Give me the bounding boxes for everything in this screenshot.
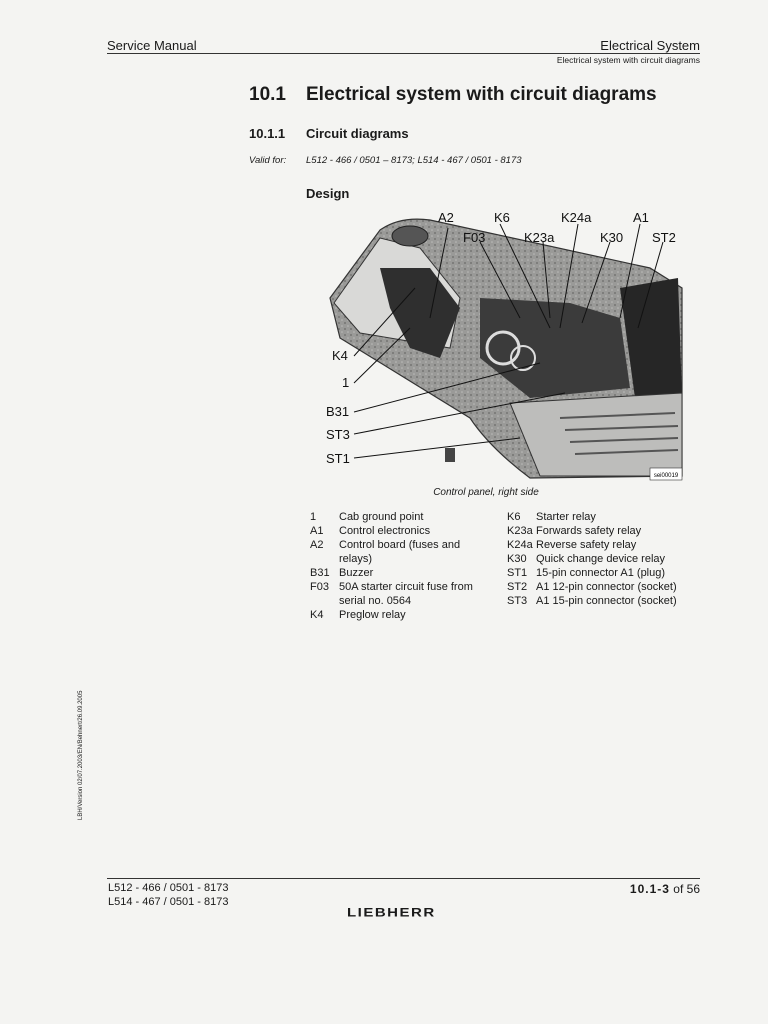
legend-code: ST2 (507, 581, 528, 593)
legend-text: Control electronics (339, 525, 431, 537)
legend-code: F03 (310, 581, 329, 593)
callout-ST2: ST2 (652, 230, 676, 245)
callout-ST1: ST1 (326, 451, 350, 466)
legend-text: Preglow relay (339, 609, 406, 621)
legend-text: Reverse safety relay (536, 539, 637, 551)
legend-item (310, 510, 485, 524)
header-subtitle: Electrical system with circuit diagrams (556, 55, 700, 65)
legend-code: K30 (507, 553, 527, 565)
header-left: Service Manual (107, 38, 197, 53)
legend-item (310, 608, 485, 622)
callout-A2: A2 (438, 210, 454, 225)
legend-code: B31 (310, 567, 330, 579)
header-rule (107, 53, 700, 54)
image-code-label: sei00019 (653, 473, 679, 479)
header-right: Electrical System (600, 38, 700, 53)
callout-K4: K4 (332, 348, 348, 363)
legend-code: K4 (310, 609, 324, 621)
callout-B31: B31 (326, 404, 350, 419)
legend-text: Forwards safety relay (536, 525, 642, 537)
subsection-number: 10.1.1 (249, 126, 286, 141)
subsection-title: Circuit diagrams (306, 126, 409, 141)
legend-text: 15-pin connector A1 (plug) (536, 567, 666, 579)
version-side-text: LBH/Version 02/07.2003/EN/Behnert/26.09.2005 (78, 690, 84, 820)
section-title: Electrical system with circuit diagrams (306, 84, 657, 105)
legend-code: 1 (310, 511, 317, 523)
legend-item (310, 566, 485, 580)
legend-item (507, 594, 692, 608)
footer-model-line-1: L512 - 466 / 0501 - 8173 (108, 882, 229, 894)
footer-rule (107, 878, 700, 879)
legend-left (310, 510, 485, 622)
callout-F03: F03 (463, 230, 486, 245)
legend-code: A2 (310, 539, 324, 551)
legend-code: A1 (310, 525, 324, 537)
callout-K30: K30 (600, 230, 624, 245)
valid-for-label: Valid for: (249, 155, 287, 166)
legend-text: Control board (fuses and relays) (339, 539, 461, 565)
legend-text: Starter relay (536, 511, 596, 523)
legend-text: Quick change device relay (536, 553, 666, 565)
legend-code: K24a (507, 539, 533, 551)
legend-item (507, 580, 692, 594)
valid-for-value: L512 - 466 / 0501 – 8173; L514 - 467 / 0501 - 8173 (306, 155, 522, 166)
callout-ST3: ST3 (326, 427, 350, 442)
legend-code: ST3 (507, 595, 528, 607)
section-number: 10.1 (249, 84, 286, 105)
legend-text: Buzzer (339, 567, 374, 579)
callout-A1: A1 (633, 210, 649, 225)
footer-model-line-2: L514 - 467 / 0501 - 8173 (108, 896, 229, 908)
legend-code: K23a (507, 525, 533, 537)
callout-K23a: K23a (524, 230, 555, 245)
design-heading: Design (306, 186, 350, 201)
legend-item (507, 524, 692, 538)
legend-code: K6 (507, 511, 521, 523)
legend-item (507, 552, 692, 566)
legend-item (310, 524, 485, 538)
footer-page (630, 882, 700, 896)
callout-1: 1 (342, 375, 350, 390)
figure-caption: Control panel, right side (433, 487, 539, 498)
legend-text: A1 12-pin connector (socket) (536, 581, 677, 593)
legend-item (507, 566, 692, 580)
liebherr-logo: LIEBHERR (347, 906, 436, 920)
control-panel-photo (320, 208, 684, 484)
page-number: 10.1-3 (629, 882, 670, 896)
legend-item (310, 538, 485, 566)
legend-item (310, 580, 485, 608)
legend-item (507, 510, 692, 524)
legend-text: 50A starter circuit fuse from serial no. 0564 (339, 581, 473, 607)
legend-right (507, 510, 692, 608)
callout-K6: K6 (494, 210, 510, 225)
legend-text: A1 15-pin connector (socket) (536, 595, 677, 607)
legend-code: ST1 (507, 567, 528, 579)
page-total: of 56 (673, 882, 700, 896)
legend-text: Cab ground point (339, 511, 424, 523)
callout-K24a: K24a (561, 210, 592, 225)
legend-item (507, 538, 692, 552)
